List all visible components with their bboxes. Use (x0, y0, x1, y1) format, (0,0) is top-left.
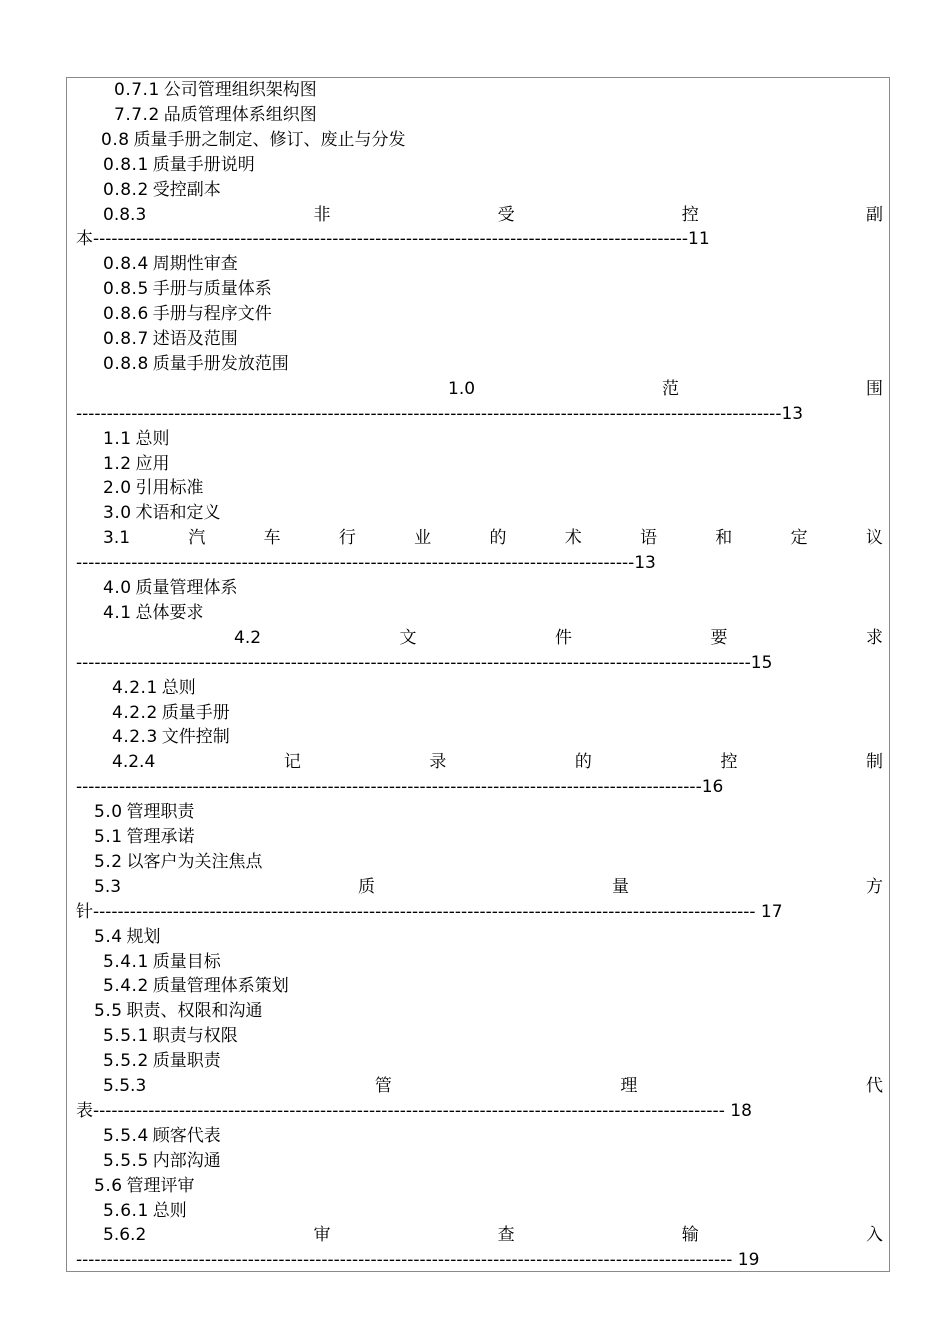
toc-entry-char: 业 (414, 528, 432, 549)
toc-entry-char: 入 (865, 1225, 883, 1246)
toc-entry (76, 476, 883, 501)
toc-entry-title: 总体要求 (135, 602, 204, 623)
toc-dot-leader: ------------------------------------------------------------------------------------------------------------------ (76, 403, 776, 424)
toc-entry-title: 顾客代表 (152, 1125, 221, 1146)
toc-entry-number: 0.8.4 (103, 254, 149, 275)
toc-entry (76, 601, 883, 626)
toc-entry-title: 质量目标 (152, 951, 221, 972)
toc-entry-char: 语 (640, 528, 658, 549)
toc-entry-title: 公司管理组织架构图 (163, 80, 317, 100)
toc-entry-title: 手册与程序文件 (152, 304, 272, 325)
toc-entry-char: 审 (313, 1225, 331, 1246)
toc-entry-title: 管理评审 (126, 1175, 195, 1196)
toc-entry-char: 针 (76, 901, 93, 922)
toc-dot-leader: ------------------------------------------------------------------------------------------------ (93, 229, 682, 250)
toc-entry-number: 0.8.2 (103, 179, 149, 200)
toc-entry (76, 950, 883, 975)
toc-page-number: 17 (755, 901, 783, 922)
toc-entry (76, 725, 883, 750)
toc-entry-number: 5.0 (94, 802, 123, 823)
toc-entry-title: 质量管理体系策划 (152, 976, 289, 997)
toc-entry (76, 800, 883, 825)
toc-entry-justified (76, 526, 883, 551)
toc-entry-char: 查 (497, 1225, 515, 1246)
toc-page-number: -11 (681, 229, 710, 250)
toc-entry-number: 0.8.6 (103, 304, 149, 325)
toc-entry-char: 控 (681, 204, 699, 225)
toc-leader-line (76, 1248, 759, 1273)
toc-entry-char: 代 (866, 1076, 883, 1096)
toc-entry-char: 表 (76, 1100, 93, 1121)
toc-entry-char: 控 (720, 752, 738, 773)
toc-dot-leader: ------------------------------------------------------------------------------------------------------------- (76, 652, 745, 673)
toc-entry-title: 术语和定义 (135, 503, 221, 524)
toc-page-number: 19 (732, 1250, 760, 1271)
toc-entry-number: 4.2.2 (112, 702, 158, 723)
toc-entry-title: 质量职责 (152, 1051, 221, 1072)
toc-entry-number: 5.5.2 (103, 1051, 149, 1072)
toc-entry-number: 5.6.1 (103, 1200, 149, 1221)
toc-dot-leader: ------------------------------------------------------------------------------------------ (76, 553, 629, 574)
toc-entry-title: 质量手册发放范围 (152, 353, 289, 374)
toc-entry-number: 5.2 (94, 851, 123, 872)
toc-entry-char: 方 (866, 876, 883, 897)
toc-entry-title: 受控副本 (152, 179, 221, 200)
toc-leader-line (76, 900, 783, 925)
toc-entry-title: 规划 (126, 926, 161, 947)
toc-entry-char: 制 (866, 752, 883, 773)
toc-entry (76, 128, 883, 153)
toc-entry-title: 职责与权限 (152, 1026, 238, 1047)
toc-entry (76, 352, 883, 377)
toc-entry-char: 汽 (188, 528, 206, 549)
toc-entry-title: 文件控制 (161, 727, 230, 748)
toc-entry-number: 4.2.3 (112, 727, 158, 748)
toc-entry-number: 5.4.2 (103, 976, 149, 997)
toc-entry-char: 定 (790, 528, 808, 549)
toc-entry-char: 求 (865, 627, 883, 648)
toc-entry-number: 5.5.3 (103, 1076, 147, 1096)
toc-entry-char: 的 (574, 752, 592, 773)
toc-entry-char: 受 (497, 204, 515, 225)
toc-entry-char: 术 (564, 528, 582, 549)
toc-dot-leader: ------------------------------------------------------------------------------------------------------- (93, 1100, 725, 1121)
toc-entry-justified (76, 875, 883, 900)
toc-entry-char: 质 (358, 876, 376, 897)
toc-leader-line (76, 1099, 752, 1124)
toc-entry-char: 管 (374, 1076, 392, 1096)
toc-entry-title: 管理职责 (126, 802, 195, 823)
toc-entry-number: 0.8.8 (103, 353, 149, 374)
toc-entry-number: 0.8.7 (103, 329, 149, 349)
toc-entry-justified (76, 626, 883, 651)
toc-entry-number: 0.7.1 (114, 80, 160, 100)
toc-leader-line (76, 551, 656, 576)
toc-entry (76, 676, 883, 701)
toc-entry-char: 围 (865, 378, 883, 399)
toc-entry-title: 管理承诺 (126, 827, 195, 847)
toc-entry-char: 本 (76, 229, 93, 250)
toc-entry-title: 内部沟通 (152, 1150, 221, 1171)
toc-entry (76, 974, 883, 999)
toc-entry-title: 质量管理体系 (135, 578, 238, 598)
toc-entry-title: 总则 (135, 428, 170, 449)
toc-entry-number: 4.2.4 (112, 752, 156, 773)
toc-entry-number: 0.8 (101, 129, 130, 150)
toc-entry-title: 手册与质量体系 (152, 279, 272, 300)
toc-leader-line (76, 227, 710, 252)
toc-entry-number: 4.0 (103, 578, 132, 598)
toc-entry-number: 5.5 (94, 1001, 123, 1022)
toc-entry-char: 录 (429, 752, 447, 773)
toc-entry-title: 述语及范围 (152, 329, 238, 349)
toc-page-number: -16 (695, 777, 724, 798)
toc-entry-char: 量 (612, 876, 630, 897)
toc-entry-justified (76, 377, 883, 402)
toc-entry-title: 质量手册 (161, 702, 230, 723)
toc-entry-title: 周期性审查 (152, 254, 238, 275)
toc-entry-title: 质量手册说明 (152, 154, 255, 175)
toc-entry-number: 3.0 (103, 503, 132, 524)
toc-entry-title: 总则 (161, 677, 196, 698)
toc-entry-char: 和 (715, 528, 733, 549)
toc-entry (76, 1174, 883, 1199)
toc-entry (76, 850, 883, 875)
toc-entry-number: 5.6.2 (103, 1225, 147, 1246)
toc-entry (76, 178, 883, 203)
toc-entry (76, 78, 883, 103)
toc-entry-char: 非 (313, 204, 331, 225)
toc-entry (76, 302, 883, 327)
toc-dot-leader: ----------------------------------------------------------------------------------------------------------- (76, 1250, 733, 1271)
toc-entry (76, 925, 883, 950)
toc-entry-number: 5.4.1 (103, 951, 149, 972)
toc-entry (76, 277, 883, 302)
toc-entry-title: 引用标准 (135, 478, 204, 499)
toc-entry-char: 记 (283, 752, 301, 773)
toc-entry-title: 品质管理体系组织图 (163, 104, 317, 125)
toc-entry-title: 质量手册之制定、修订、废止与分发 (133, 129, 406, 150)
toc-page-number: 18 (724, 1100, 752, 1121)
toc-entry-char: 行 (338, 528, 356, 549)
toc-entry-title: 总则 (152, 1200, 187, 1221)
toc-page-number: -15 (744, 652, 773, 673)
toc-entry (76, 1124, 883, 1149)
toc-entry-char: 议 (865, 528, 883, 549)
toc-entry-number: 1.0 (448, 378, 476, 399)
toc-entry-number: 0.8.5 (103, 279, 149, 300)
toc-leader-line (76, 402, 803, 427)
toc-entry (76, 252, 883, 277)
toc-entry (76, 452, 883, 477)
toc-page-number: -13 (628, 553, 656, 574)
toc-entry (76, 576, 883, 601)
toc-entry-number: 0.8.1 (103, 154, 149, 175)
toc-entry-number: 5.1 (94, 827, 123, 847)
toc-entry-number: 5.4 (94, 926, 123, 947)
toc-page-number: -13 (775, 403, 804, 424)
toc-entry (76, 103, 883, 128)
toc-entry (76, 153, 883, 178)
toc-entry-char: 要 (710, 627, 728, 648)
toc-entry-justified (76, 1074, 883, 1099)
toc-entry-number: 5.3 (94, 876, 122, 897)
toc-entry-number: 4.1 (103, 602, 132, 623)
toc-entry (76, 1049, 883, 1074)
toc-entry-number: 0.8.3 (103, 204, 147, 225)
toc-entry-number: 3.1 (103, 528, 131, 549)
toc-leader-line (76, 775, 723, 800)
toc-entry-number: 4.2.1 (112, 677, 158, 698)
toc-entry (76, 1024, 883, 1049)
toc-entry-number: 2.0 (103, 478, 132, 499)
toc-entry-number: 1.2 (103, 453, 132, 474)
toc-dot-leader: ------------------------------------------------------------------------------------------------------------ (93, 901, 756, 922)
toc-entry (76, 1149, 883, 1174)
toc-entry-justified (76, 1223, 883, 1248)
toc-entry-char: 车 (263, 528, 281, 549)
toc-entry (76, 501, 883, 526)
toc-entry-title: 以客户为关注焦点 (126, 851, 263, 872)
toc-entry (76, 327, 883, 352)
toc-entry-number: 5.5.4 (103, 1125, 149, 1146)
toc-entry-number: 1.1 (103, 428, 132, 449)
toc-entry-char: 副 (865, 204, 883, 225)
toc-entry-justified (76, 750, 883, 775)
toc-entry (76, 999, 883, 1024)
toc-entry-number: 5.6 (94, 1175, 123, 1196)
toc-entry-number: 5.5.1 (103, 1026, 149, 1047)
toc-entry (76, 825, 883, 850)
toc-entry-title: 职责、权限和沟通 (126, 1001, 263, 1022)
toc-entry-number: 5.5.5 (103, 1150, 149, 1171)
toc-entry-number: 7.7.2 (114, 104, 160, 125)
toc-leader-line (76, 651, 772, 676)
toc-entry-char: 理 (620, 1076, 638, 1096)
toc-entry-justified (76, 203, 883, 228)
toc-entry-number: 4.2 (234, 627, 262, 648)
toc-entry-char: 件 (555, 627, 573, 648)
toc-dot-leader: ----------------------------------------------------------------------------------------------------- (76, 777, 696, 798)
toc-entry (76, 427, 883, 452)
toc-entry (76, 701, 883, 726)
toc-entry-title: 应用 (135, 453, 170, 474)
toc-entry-char: 范 (662, 378, 680, 399)
toc-entry-char: 文 (399, 627, 417, 648)
toc-entry-char: 输 (681, 1225, 699, 1246)
toc-entry-char: 的 (489, 528, 507, 549)
toc-entry (76, 1199, 883, 1224)
